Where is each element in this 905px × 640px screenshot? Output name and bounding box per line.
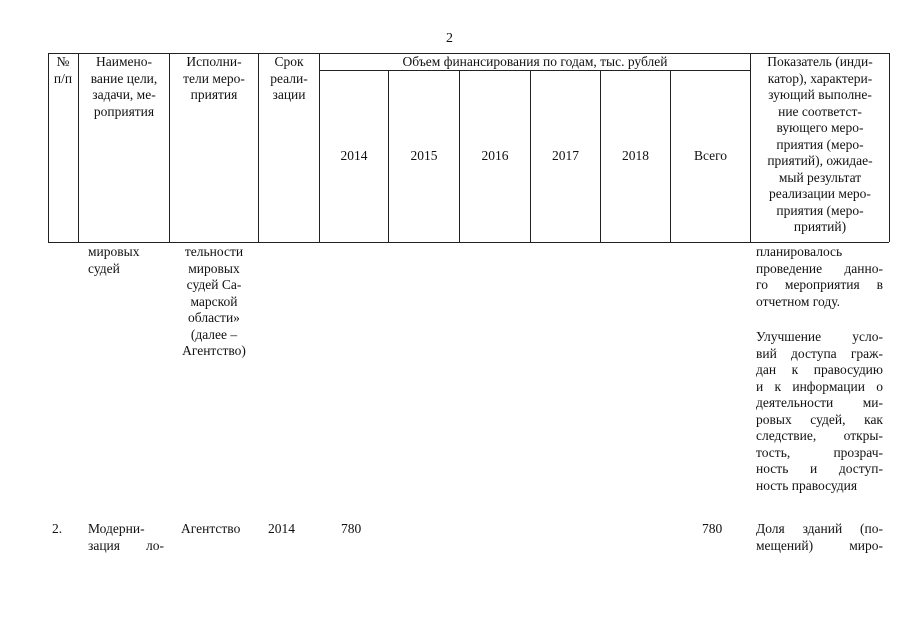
indicator-line: Улучшение усло- bbox=[756, 329, 883, 344]
row2-executor: Агентство bbox=[181, 521, 241, 536]
indicator-line: вий доступа граж- bbox=[756, 345, 883, 361]
cont-executor: тельности мировых судей Са- марской области» (далее – Агентство) bbox=[182, 244, 246, 358]
indicator-line: планировалось bbox=[756, 244, 843, 259]
row2-name-line: зация ло- bbox=[88, 537, 164, 553]
header-year-2014: 2014 bbox=[340, 148, 368, 163]
row2-term: 2014 bbox=[268, 521, 295, 536]
header-year-2016: 2016 bbox=[481, 148, 509, 163]
indicator-line: ность и доступ- bbox=[756, 461, 883, 476]
row2-total: 780 bbox=[702, 521, 723, 536]
row2-indicator bbox=[756, 521, 883, 554]
indicator-line: Доля зданий (по- bbox=[756, 521, 883, 536]
indicator-line: отчетном году. bbox=[756, 293, 840, 309]
cont-indicator-b bbox=[756, 329, 883, 494]
header-bottom-border bbox=[48, 242, 889, 243]
row2-name-line: Модерни- bbox=[88, 521, 145, 536]
header-indicator: Показатель (инди- катор), характери- зующий выполне- ние соответст- вующего меро- приятия (меро- приятий), ожидае- мый результат реализации меро- приятия (меро- приятий) bbox=[767, 54, 873, 234]
row2-2014: 780 bbox=[341, 521, 362, 536]
page-number: 2 bbox=[446, 31, 453, 46]
cont-indicator-a bbox=[756, 244, 883, 310]
indicator-line: проведение данно- bbox=[756, 260, 883, 276]
header-term: Срок реали- зации bbox=[270, 54, 308, 102]
indicator-line: мещений) миро- bbox=[756, 537, 883, 553]
row2-name bbox=[88, 521, 164, 554]
header-year-2018: 2018 bbox=[622, 148, 649, 163]
indicator-line: го мероприятия в bbox=[756, 277, 883, 292]
header-funding: Объем финансирования по годам, тыс. рублей bbox=[402, 54, 668, 69]
header-total: Всего bbox=[693, 148, 728, 163]
header-name: Наимено- вание цели, задачи, ме- роприятия bbox=[90, 54, 158, 119]
header-num: № п/п bbox=[53, 54, 73, 86]
cont-name: мировых судей bbox=[88, 244, 140, 276]
indicator-line: и к информации о bbox=[756, 378, 883, 394]
indicator-line: дан к правосудию bbox=[756, 362, 883, 377]
col-border bbox=[889, 53, 890, 242]
row2-num: 2. bbox=[52, 521, 63, 536]
indicator-line: ровых судей, как bbox=[756, 411, 883, 427]
header-year-2017: 2017 bbox=[552, 148, 579, 163]
header-year-2015: 2015 bbox=[410, 148, 438, 163]
indicator-line: следствие, откры- bbox=[756, 428, 883, 443]
indicator-line: ность правосудия bbox=[756, 477, 858, 493]
indicator-line: деятельности ми- bbox=[756, 395, 883, 410]
indicator-line: тость, прозрач- bbox=[756, 444, 883, 460]
header-executor: Исполни- тели меро- приятия bbox=[183, 54, 245, 102]
